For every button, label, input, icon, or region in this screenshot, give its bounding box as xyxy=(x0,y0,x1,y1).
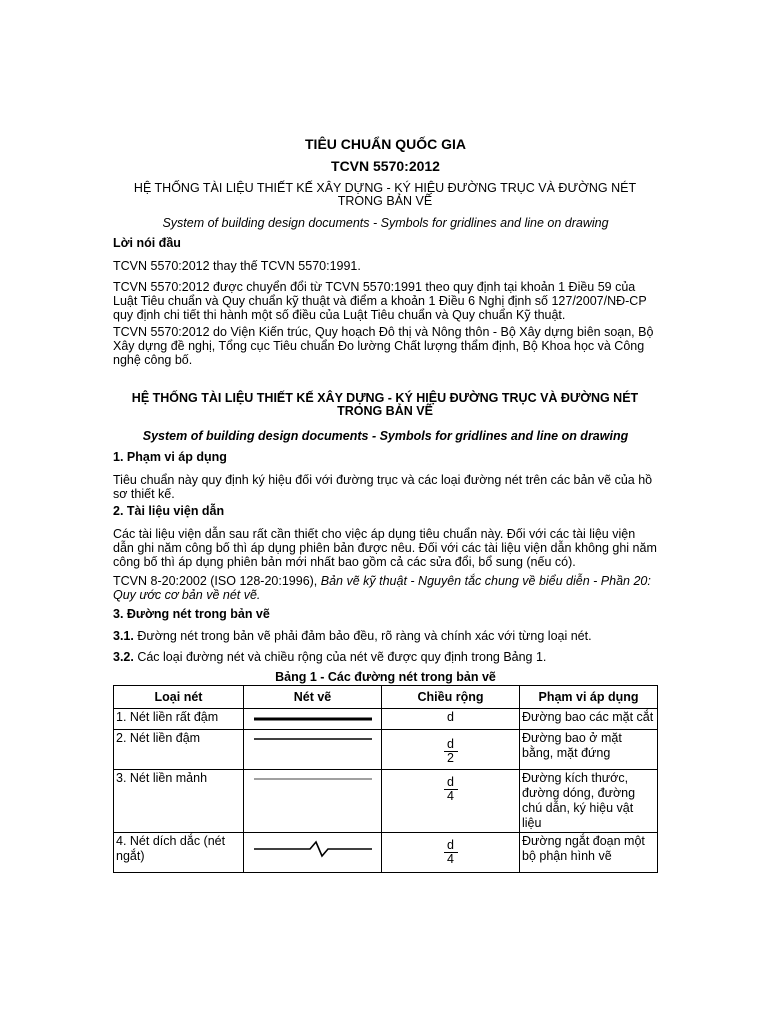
table-row xyxy=(114,833,658,873)
foreword-paragraph-1: TCVN 5570:2012 thay thế TCVN 5570:1991. xyxy=(113,259,361,273)
cell-width xyxy=(382,833,520,873)
section-title: HỆ THỐNG TÀI LIỆU THIẾT KẾ XÂY DỰNG - KÝ HIỆU ĐƯỜNG TRỤC VÀ ĐƯỜNG NÉT TRONG BẢN VẼ xyxy=(131,391,639,418)
header-line-drawing: Nét vẽ xyxy=(244,686,382,709)
section-3-1 xyxy=(113,629,658,644)
section-1-text: Tiêu chuẩn này quy định ký hiệu đối với đường trục và các loại đường nét trên các bản vẽ của hồ sơ thiết kế. xyxy=(113,473,653,501)
width-fraction: $\frac{d}{2}$ xyxy=(444,738,458,765)
cell-width: d xyxy=(382,709,520,730)
header-width: Chiều rộng xyxy=(382,686,520,709)
solid-thin-line xyxy=(252,776,374,782)
cell-line-type: 3. Nét liền mảnh xyxy=(114,770,244,833)
section-1-heading: 1. Phạm vi áp dụng xyxy=(113,450,227,464)
table-row xyxy=(114,709,658,730)
cell-line-type: 4. Nét dích dắc (nét ngắt) xyxy=(114,833,244,873)
section-english-title: System of building design documents - Symbols for gridlines and line on drawing xyxy=(142,429,629,443)
reference-code: TCVN 8-20:2002 (ISO 128-20:1996), xyxy=(113,574,321,588)
section-2-text: Các tài liệu viện dẫn sau rất cần thiết cho việc áp dụng tiêu chuẩn này. Đối với các tài liệu viện dẫn ghi năm công bố thì áp dụng phiên bản được nêu. Đối với các tài liệu viện dẫn không ghi năm công bố thì áp dụng phiên bản mới nhất bao gồm cả các sửa đổi, bổ sung (nếu có). xyxy=(113,527,657,569)
english-title: System of building design documents - Symbols for gridlines and line on drawing xyxy=(162,216,609,230)
solid-thick-line xyxy=(252,736,374,742)
section-2-heading: 2. Tài liệu viện dẫn xyxy=(113,504,225,518)
width-fraction: $\frac{d}{4}$ xyxy=(444,839,458,866)
foreword-paragraph-2: TCVN 5570:2012 được chuyển đổi từ TCVN 5570:1991 theo quy định tại khoản 1 Điều 59 của Luật Tiêu chuẩn và Quy chuẩn kỹ thuật và điểm a khoản 1 Điều 6 Nghị định số 127/2007/NĐ-CP quy định chi tiết thi hành một số điều của Luật Tiêu chuẩn và Quy chuẩn Kỹ thuật. xyxy=(113,280,647,322)
header-line-type: Loại nét xyxy=(114,686,244,709)
cell-line-drawing xyxy=(244,730,382,770)
cell-line-drawing xyxy=(244,770,382,833)
cell-line-drawing xyxy=(244,833,382,873)
clause-number: 3.1. xyxy=(113,629,134,643)
cell-line-drawing xyxy=(244,709,382,730)
foreword-paragraph-3: TCVN 5570:2012 do Viện Kiến trúc, Quy hoạch Đô thị và Nông thôn - Bộ Xây dựng biên soạn, Bộ Xây dựng đề nghị, Tổng cục Tiêu chuẩn Đo lường Chất lượng thẩm định, Bộ Khoa học và Công nghệ công bố. xyxy=(113,325,654,367)
table-caption: Bảng 1 - Các đường nét trong bản vẽ xyxy=(275,670,496,684)
line-types-table xyxy=(113,685,658,873)
width-fraction: $\frac{d}{4}$ xyxy=(444,776,458,803)
document-subtitle: HỆ THỐNG TÀI LIỆU THIẾT KẾ XÂY DỰNG - KÝ HIỆU ĐƯỜNG TRỤC VÀ ĐƯỜNG NÉT TRONG BẢN VẼ xyxy=(133,181,637,208)
cell-width xyxy=(382,770,520,833)
header-scope: Phạm vi áp dụng xyxy=(520,686,658,709)
clause-number: 3.2. xyxy=(113,650,134,664)
table-row xyxy=(114,730,658,770)
cell-scope: Đường ngắt đoạn một bộ phận hình vẽ xyxy=(520,833,658,873)
section-3-2 xyxy=(113,650,658,665)
clause-text: Các loại đường nét và chiều rộng của nét vẽ được quy định trong Bảng 1. xyxy=(133,650,547,664)
cell-scope: Đường bao các mặt cắt xyxy=(520,709,658,730)
solid-very-thick-line xyxy=(252,715,374,723)
cell-line-type: 2. Nét liền đậm xyxy=(114,730,244,770)
cell-scope: Đường kích thước, đường dóng, đường chú dẫn, ký hiệu vật liệu xyxy=(520,770,658,833)
zigzag-break-line xyxy=(252,839,374,859)
table-row xyxy=(114,770,658,833)
section-3-heading: 3. Đường nét trong bản vẽ xyxy=(113,607,270,621)
reference-title: Bản vẽ kỹ thuật - Nguyên tắc chung về biểu diễn - Phần 20: Quy ước cơ bản về nét vẽ. xyxy=(113,574,651,602)
table-header-row xyxy=(114,686,658,709)
standard-code: TCVN 5570:2012 xyxy=(331,158,440,174)
clause-text: Đường nét trong bản vẽ phải đảm bảo đều, rõ ràng và chính xác với từng loại nét. xyxy=(133,629,592,643)
cell-width xyxy=(382,730,520,770)
document-title: TIÊU CHUẨN QUỐC GIA xyxy=(305,136,466,152)
foreword-heading: Lời nói đầu xyxy=(113,236,181,250)
cell-line-type: 1. Nét liền rất đậm xyxy=(114,709,244,730)
cell-scope: Đường bao ở mặt bằng, mặt đứng xyxy=(520,730,658,770)
section-2-reference xyxy=(113,574,659,602)
